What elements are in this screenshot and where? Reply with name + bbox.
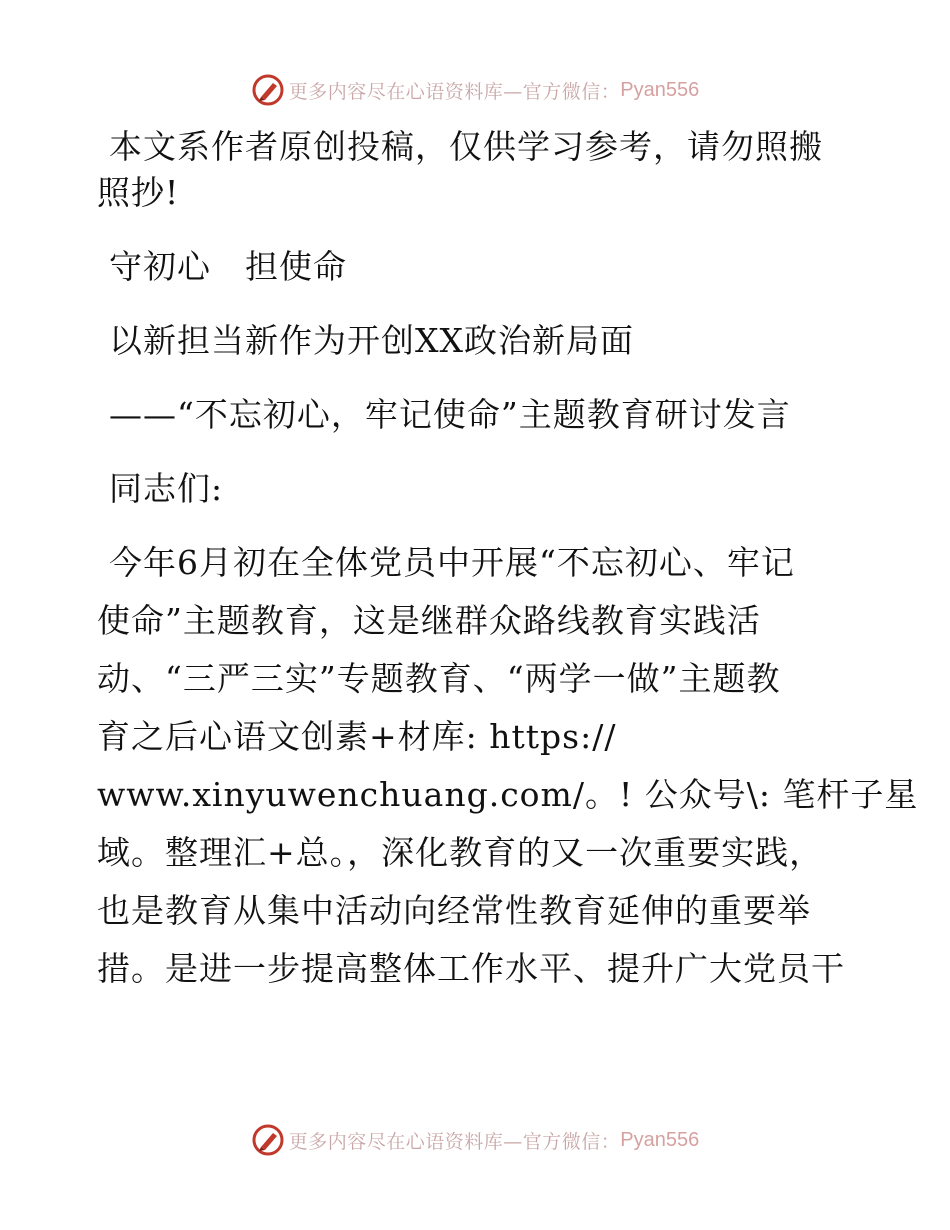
banner-wechat-id: Pyan556 [620,78,700,101]
footer-banner [0,1120,950,1160]
header-banner [0,70,950,110]
notice-line-1: 本文系作者原创投稿，仅供学习参考，请勿照搬 [109,127,823,166]
body-line-2: 使命”主题教育，这是继群众路线教育实践活 [97,601,761,640]
subtitle-line: ——“不忘初心，牢记使命”主题教育研讨发言 [109,395,791,434]
greeting-line: 同志们: [109,469,224,508]
body-line-6: 域。整理汇+总。，深化教育的又一次重要实践， [97,833,824,872]
banner-text: 更多内容尽在心语资料库—官方微信： [288,1130,621,1153]
body-line-3: 动、“三严三实”专题教育、“两学一做”主题教 [97,659,781,698]
title-line-1: 守初心 担使命 [109,247,347,286]
banner-wechat-id: Pyan556 [620,1128,700,1151]
pen-logo-icon [251,73,285,107]
body-line-5: www.xinyuwenchuang.com/。! 公众号\: 笔杆子星 [97,775,919,814]
pen-logo-icon [251,1123,285,1157]
notice-line-2: 照抄! [97,173,180,212]
title-line-2: 以新担当新作为开创XX政治新局面 [109,321,634,360]
body-line-8: 措。是进一步提高整体工作水平、提升广大党员干 [97,949,845,988]
body-line-7: 也是教育从集中活动向经常性教育延伸的重要举 [97,891,811,930]
document-body [97,124,919,992]
body-line-1: 今年6月初在全体党员中开展“不忘初心、牢记 [109,543,795,582]
body-line-4: 育之后心语文创素+材库: https:// [97,717,617,756]
banner-text: 更多内容尽在心语资料库—官方微信： [288,80,621,103]
